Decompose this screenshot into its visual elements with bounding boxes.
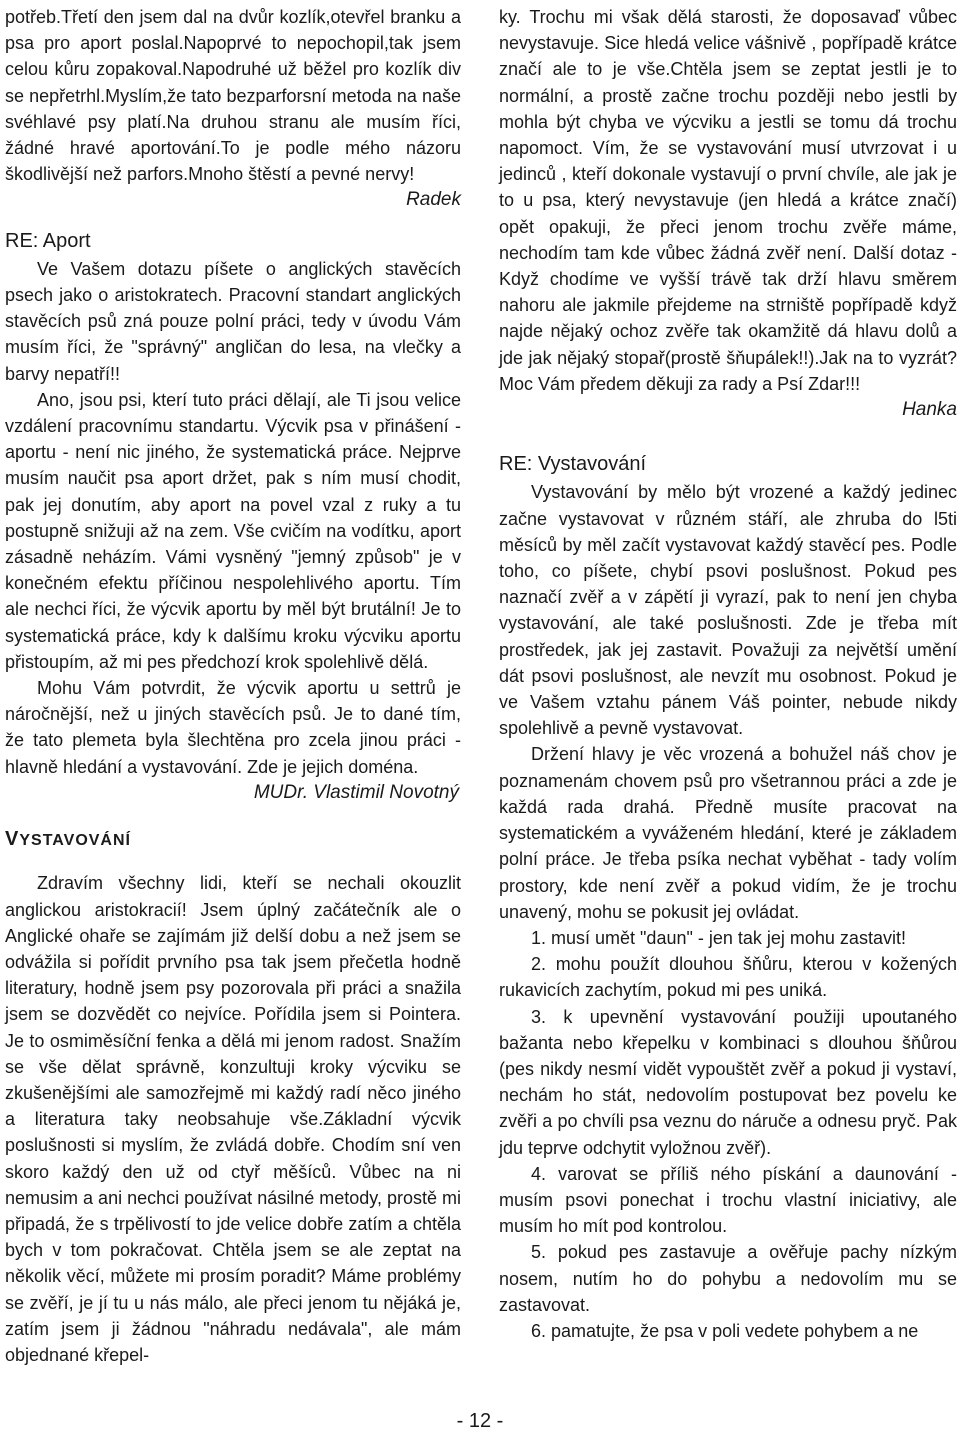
letter-continued-paragraph: ky. Trochu mi však dělá starosti, že doposavaď vůbec nevystavuje. Sice hledá velice vášnivě , popřípadě krátce značí ale to je vše.Chtěla jsem se zeptat jestli je to normální, a prostě začne trochu později nebo jestli by mohla být chyba ve výcviku a jestli se tomu dá trochu napomoct. Vím, že se vystavování musí utvrzovat i u jedinců , kteří dokonale vystavují o první chvíle, ale jak je to u psa, který nevystavuje (jen hledá a krátce značí) opět opakuji, že přeci jenom trochu zvěře máme, nechodím tam kde vůbec žádná zvěř není. Další dotaz - Když chodíme ve vyšší trávě tak drží hlavu směrem nahoru ale jakmile přejdeme na strniště popřípadě když najde nějaký ochoz zvěře tak okamžitě dá hlavu dolů a jde jak nějaký stopař(prostě šňupálek!!).Jak na to vyzrát? Moc Vám předem děkuji za rady a Psí Zdar!!! (499, 7, 957, 394)
re-vystavovani-heading: RE: Vystavování (499, 453, 647, 476)
section-title-initial: V (5, 828, 20, 851)
right-column (499, 4, 957, 1344)
list-item: 4. varovat se příliš ného pískání a daunování - musím psovi ponechat i trochu vlastní iniciativy, ale musím ho mít pod kontrolou. (499, 1163, 957, 1237)
re-vystavovani-paragraph-2: Držení hlavy je věc vrozená a bohužel náš chov je poznamenám chovem psů pro všetrannou práci a zde je každá rada drahá. Předně musíte pracovat na systematickém a vyváženém hledání, které je základem polní práce. Je třeba psíka nechat vyběhat - tady volím prostory, kde není zvěř a pokud vidím, že je trochu unavený, mohu se pokusit jej ovládat. (499, 744, 957, 922)
list-item: 3. k upevnění vystavování použiji upoutaného bažanta nebo křepelku v kombinaci s dlouhou šňůrou (pes nikdy nesmí vidět vypouštět zvěř a pokud ji vystaví, nechám ho stát, nedovolím postupovat bez povelu ke zvěři a po chvíli psa veznu do náruče a odnesu pryč. Pak jdu teprve odchytit vyložnou zvěř). (499, 1006, 957, 1158)
list-item: 1. musí umět "daun" - jen tak jej mohu zastavit! (531, 927, 906, 948)
list-item: 2. mohu použít dlouhou šňůru, kterou v kožených rukavicích zachytím, pokud mi pes uniká. (499, 954, 957, 1001)
list-item: 6. pamatujte, že psa v poli vedete pohybem a ne (531, 1320, 919, 1341)
re-vystavovani-paragraph-1: Vystavování by mělo být vrozené a každý jedinec začne vystavovat v různém stáří, ale zhruba do l5ti měsíců by měl začít vystavovat každý stavěcí pes. Podle toho, co píšete, chybí psovi poslušnost. Pokud pes naznačí zvěř a v zápětí ji vyrazí, pak to není jen chyba vystavování, ale také poslušnosti. Zde je třeba mít prostředek, jak jej zastavit. Považuji za největší umění dát psovi poslušnost, ale nevzít mu osobnost. Pokud je ve Vašem vztahu pánem Váš pointer, nebude nikdy spolehlivě a pevně vystavovat. (499, 482, 957, 739)
page-number: - 12 - (456, 1410, 504, 1432)
list-item: 5. pokud pes zastavuje a ověřuje pachy nízkým nosem, nutím ho do pohybu a nedovolím mu se zastavovat. (499, 1242, 957, 1315)
vystavovani-letter-paragraph: Zdravím všechny lidi, kteří se nechali okouzlit anglickou aristokracií! Jsem úplný začátečník ale o Anglické ohaře se zajímám již delší dobu a než jsem se odvážila si pořídit prvního psa tak jsem přečetla hodně literatury, hodně jsem psy pozorovala při práci a snažila jsem se dozvědět co nejvíce. Pořídila jsem si Pointera. Je to osmiměsíční fenka a dělá mi jenom radost. Snažím se vše dělat správně, konzultuji kroky výcviku se zkušenějšími ale samozřejmě mi každý radí něco jiného a literatura taky neobsahuje vše.Základní výcvik poslušnosti si myslím, že zvládá dobře. Chodím sní ven skoro každý den už od ctyř měšíců. Vůbec na ni nemusim a ani nechci používat násilné metody, prostě mi připadá, že s trpělivostí to jde velice dobře zatím a chtěla bych v tom pokračovat. Chtěla jsem se ale zeptat na několik věcí, můžete mi prosím poradit? Máme problémy se zvěří, je jí tu u nás málo, ale přeci jenom tu nějáká je, zatím jsem ji žádnou "náhradu nedávala", ale mám objednané křepel- (5, 873, 461, 1365)
letter-signature: Hanka (902, 399, 957, 421)
left-column (5, 4, 461, 1368)
re-aport-paragraph-1: Ve Vašem dotazu píšete o anglických stavěcích psech jako o aristokratech. Pracovní standart anglických stavěcích psů zná pouze polní práci, tedy v úvodu Vám musím říci, že "správný" angličan do lesa, na vlečky a barvy nepatří!! (5, 258, 461, 384)
re-aport-heading: RE: Aport (5, 229, 91, 252)
re-aport-paragraph-2: Ano, jsou psi, kterí tuto práci dělají, ale Ti jsou velice vzdálení pracovnímu standartu. Výcvik psa v přinášení - aportu - není nic jiného, že systematická práce. Nejprve musím naučit psa aport držet, pak s ním musí chodit, pak jej donutím, aby aport na povel vzal z ruky a tu postupně snižuji až na zem. Vše cvičím na vodítku, aport zásadně neházím. Vámi vysněný "jemný způsob" je v konečném efektu příčinou nespolehlivého aportu. Tím ale nechci říci, že výcvik aportu by měl být brutální! Je to systematická práce, kdy k dalšímu kroku výcviku aportu přistoupím, až mi pes předchozí krok spolehlivě dělá. (5, 389, 461, 672)
intro-signature: Radek (406, 189, 461, 211)
intro-paragraph: potřeb.Třetí den jsem dal na dvůr kozlík,otevřel branku a psa pro aport poslal.Napoprvé to nepochopil,tak jsem celou kůru zopakoval.Napodruhé už běžel pro kozlík div se nepřetrhl.Myslím,že tato bezparforsní metoda na naše svéhlavé psy platí.Na druhou stranu ale musím říci, žádné hravé aportování.To je podle mého názoru škodlivější než parfors.Mnoho štěstí a pevné nervy! (5, 7, 461, 185)
section-title-rest: YSTAVOVÁNÍ (19, 832, 131, 850)
re-aport-paragraph-3: Mohu Vám potvrdit, že výcvik aportu u settrů je náročnější, než u jiných stavěcích psů. Je to dané tím, že tato plemeta byla šlechtěna pro zcela jinou práci - hlavně hledání a vystavování. Zde je jejich doména. (5, 678, 461, 777)
section-title-vystavovani (5, 826, 461, 854)
re-aport-signature: MUDr. Vlastimil Novotný (253, 781, 459, 803)
